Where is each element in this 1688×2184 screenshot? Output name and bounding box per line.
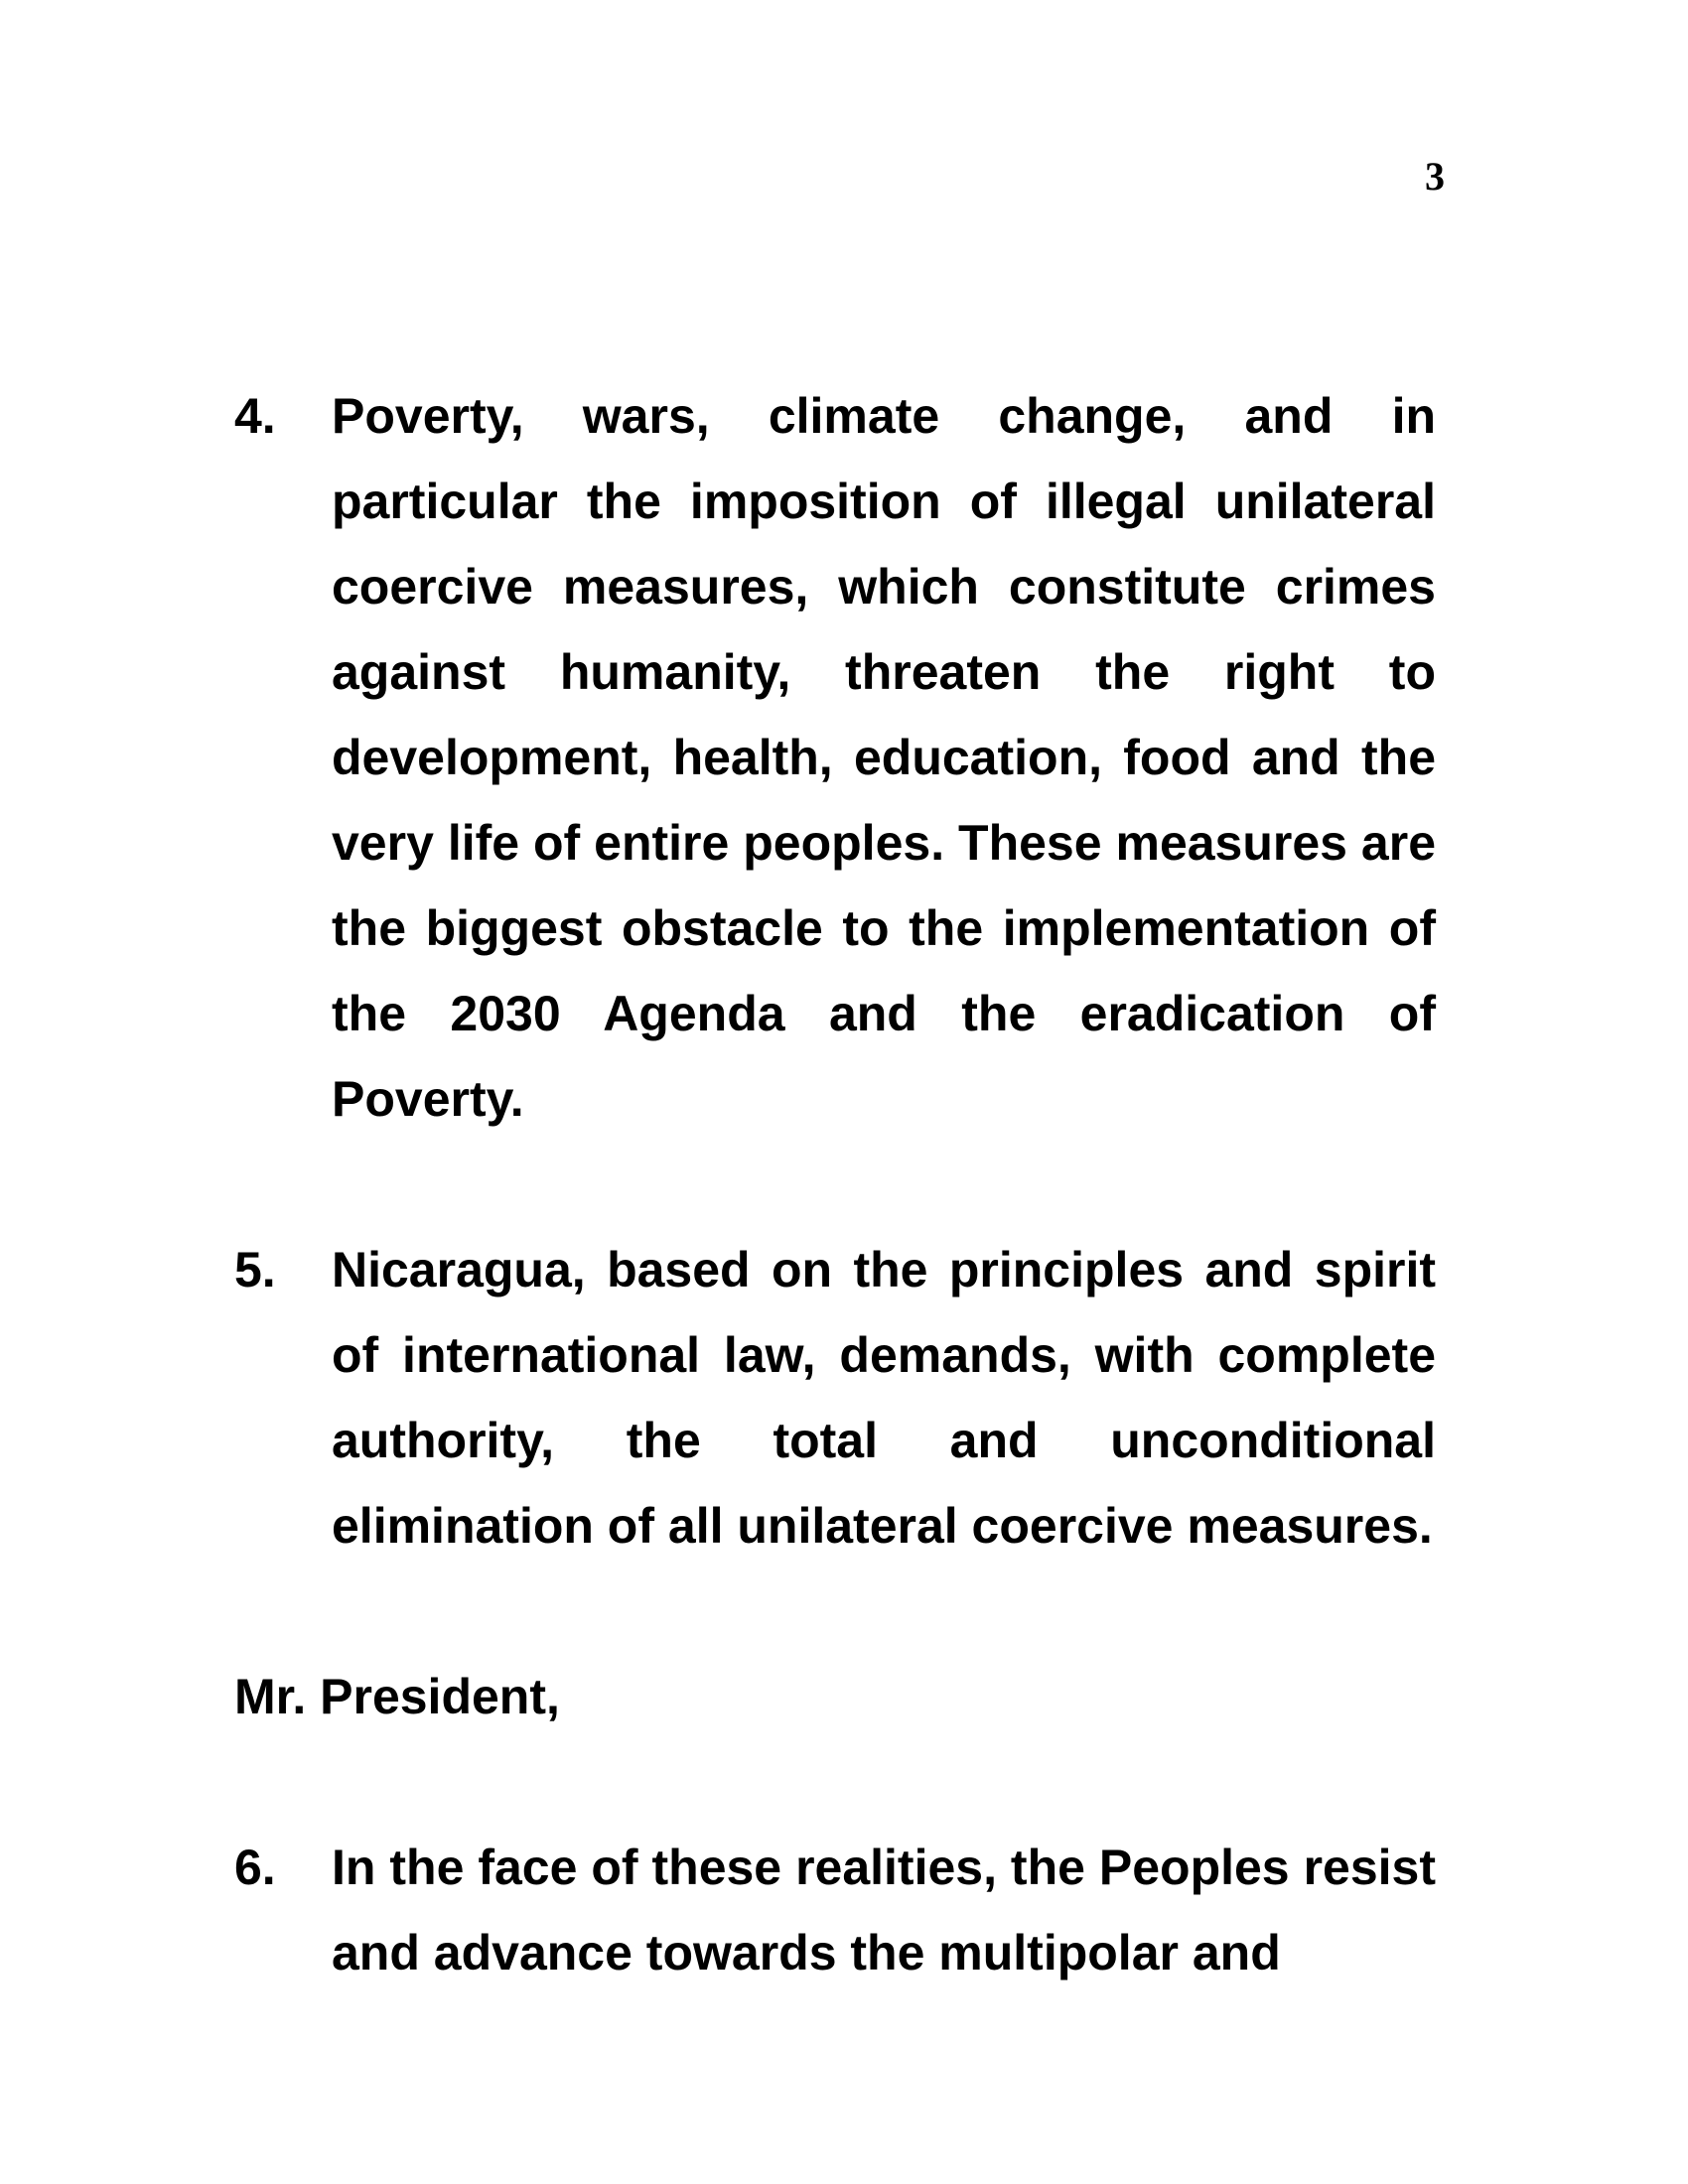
paragraph-spacer — [234, 1739, 1436, 1825]
paragraph-number: 6. — [234, 1840, 276, 1895]
paragraph-6 — [234, 1825, 1436, 1995]
document-body — [234, 373, 1436, 1995]
salutation: Mr. President, — [234, 1669, 560, 1724]
paragraph-4 — [234, 373, 1436, 1142]
paragraph-5 — [234, 1227, 1436, 1569]
paragraph-text: In the face of these realities, the Peoples resist and advance towards the multipolar and — [332, 1840, 1436, 1980]
paragraph-text: Poverty, wars, climate change, and in particular the imposition of illegal unilateral coercive measures, which constitute crimes against humanity, threaten the right to development, health, education, food and the very life of entire peoples. These measures are the biggest obstacle to the implementation of the 2030 Agenda and the eradication of Poverty. — [332, 388, 1436, 1127]
page-number: 3 — [1425, 154, 1445, 199]
paragraph-number: 5. — [234, 1242, 276, 1297]
paragraph-text: Nicaragua, based on the principles and spirit of international law, demands, with complete authority, the total and unconditional elimination of all unilateral coercive measures. — [332, 1242, 1436, 1554]
paragraph-spacer — [234, 1142, 1436, 1227]
paragraph-spacer — [234, 1569, 1436, 1654]
paragraph-number: 4. — [234, 388, 276, 444]
